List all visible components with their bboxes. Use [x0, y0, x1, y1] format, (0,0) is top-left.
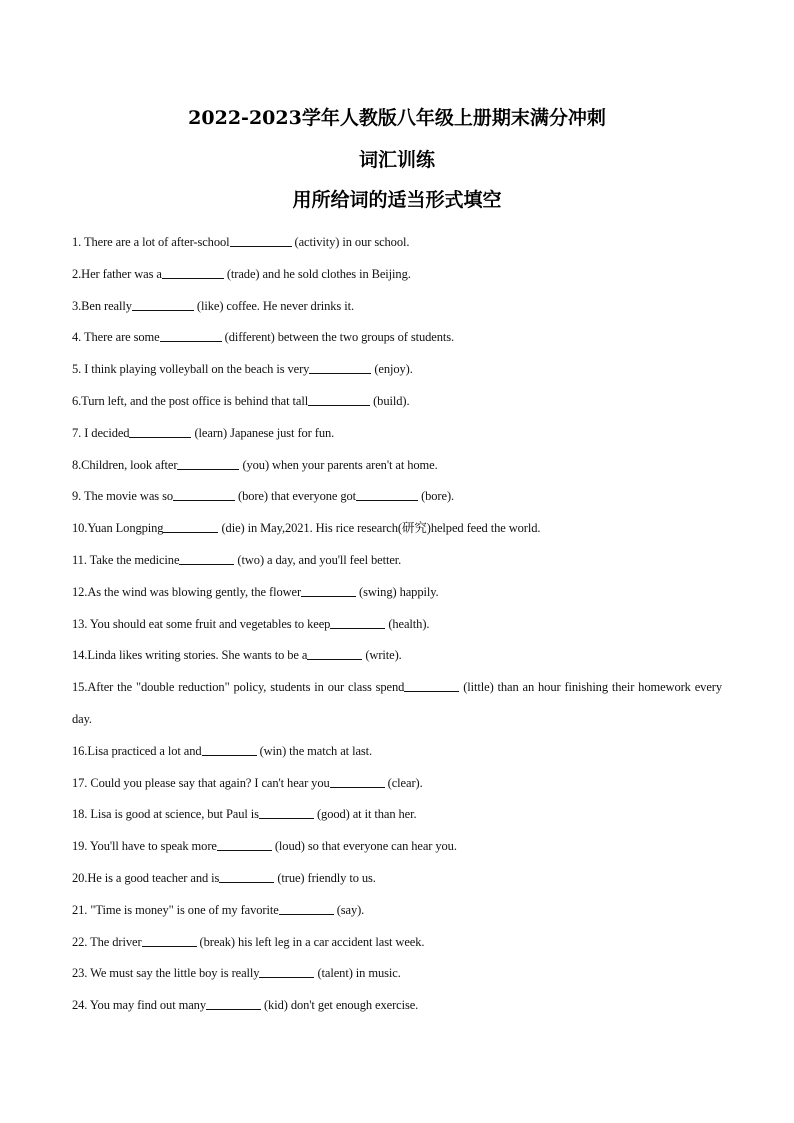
answer-blank[interactable]: [160, 329, 222, 342]
answer-blank[interactable]: [404, 679, 459, 692]
question-5: 5. I think playing volleyball on the beach is very (enjoy).: [72, 362, 413, 377]
answer-blank[interactable]: [259, 965, 314, 978]
question-10: 10.Yuan Longping (die) in May,2021. His rice research(研究)helped feed the world.: [72, 521, 541, 536]
answer-blank[interactable]: [202, 743, 257, 756]
question-2: 2.Her father was a (trade) and he sold clothes in Beijing.: [72, 266, 411, 281]
worksheet-subtitle: 词汇训练: [358, 149, 435, 171]
question-3: 3.Ben really (like) coffee. He never drinks it.: [72, 298, 354, 313]
question-19: 19. You'll have to speak more (loud) so that everyone can hear you.: [72, 839, 457, 854]
question-14: 14.Linda likes writing stories. She wants to be a (write).: [72, 648, 402, 663]
answer-blank[interactable]: [142, 934, 197, 947]
answer-blank[interactable]: [356, 488, 418, 501]
answer-blank[interactable]: [279, 902, 334, 915]
question-24: 24. You may find out many (kid) don't get enough exercise.: [72, 998, 419, 1013]
worksheet-title: 2022-2023学年人教版八年级上册期末满分冲刺: [188, 107, 606, 129]
answer-blank[interactable]: [230, 234, 292, 247]
answer-blank[interactable]: [163, 520, 218, 533]
answer-blank[interactable]: [217, 838, 272, 851]
question-list: [72, 227, 722, 1022]
answer-blank[interactable]: [177, 457, 239, 470]
question-17: 17. Could you please say that again? I can't hear you (clear).: [72, 775, 423, 790]
question-21: 21. "Time is money" is one of my favorite (say).: [72, 902, 365, 917]
answer-blank[interactable]: [301, 584, 356, 597]
answer-blank[interactable]: [129, 425, 191, 438]
answer-blank[interactable]: [132, 298, 194, 311]
question-15: 15.After the "double reduction" policy, students in our class spend (little) than an hour finishing their homework every day.: [72, 680, 722, 726]
question-23: 23. We must say the little boy is really (talent) in music.: [72, 966, 401, 981]
question-9: 9. The movie was so (bore) that everyone got (bore).: [72, 489, 455, 504]
answer-blank[interactable]: [206, 997, 261, 1010]
question-20: 20.He is a good teacher and is (true) friendly to us.: [72, 870, 376, 885]
question-11: 11. Take the medicine (two) a day, and you'll feel better.: [72, 552, 402, 567]
answer-blank[interactable]: [162, 266, 224, 279]
answer-blank[interactable]: [309, 361, 371, 374]
question-22: 22. The driver (break) his left leg in a car accident last week.: [72, 934, 425, 949]
question-4: 4. There are some (different) between the two groups of students.: [72, 330, 455, 345]
answer-blank[interactable]: [179, 552, 234, 565]
question-8: 8.Children, look after (you) when your parents aren't at home.: [72, 457, 438, 472]
answer-blank[interactable]: [330, 616, 385, 629]
question-18: 18. Lisa is good at science, but Paul is (good) at it than her.: [72, 807, 417, 822]
question-1: 1. There are a lot of after-school (activity) in our school.: [72, 235, 410, 249]
answer-blank[interactable]: [173, 488, 235, 501]
question-7: 7. I decided (learn) Japanese just for fun.: [72, 425, 335, 440]
answer-blank[interactable]: [219, 870, 274, 883]
answer-blank[interactable]: [307, 647, 362, 660]
question-12: 12.As the wind was blowing gently, the flower (swing) happily.: [72, 584, 439, 599]
answer-blank[interactable]: [330, 775, 385, 788]
section-heading: 用所给词的适当形式填空: [292, 189, 502, 211]
answer-blank[interactable]: [259, 806, 314, 819]
question-13: 13. You should eat some fruit and vegetables to keep (health).: [72, 616, 430, 631]
answer-blank[interactable]: [308, 393, 370, 406]
question-6: 6.Turn left, and the post office is behind that tall (build).: [72, 393, 410, 408]
question-16: 16.Lisa practiced a lot and (win) the match at last.: [72, 743, 373, 758]
